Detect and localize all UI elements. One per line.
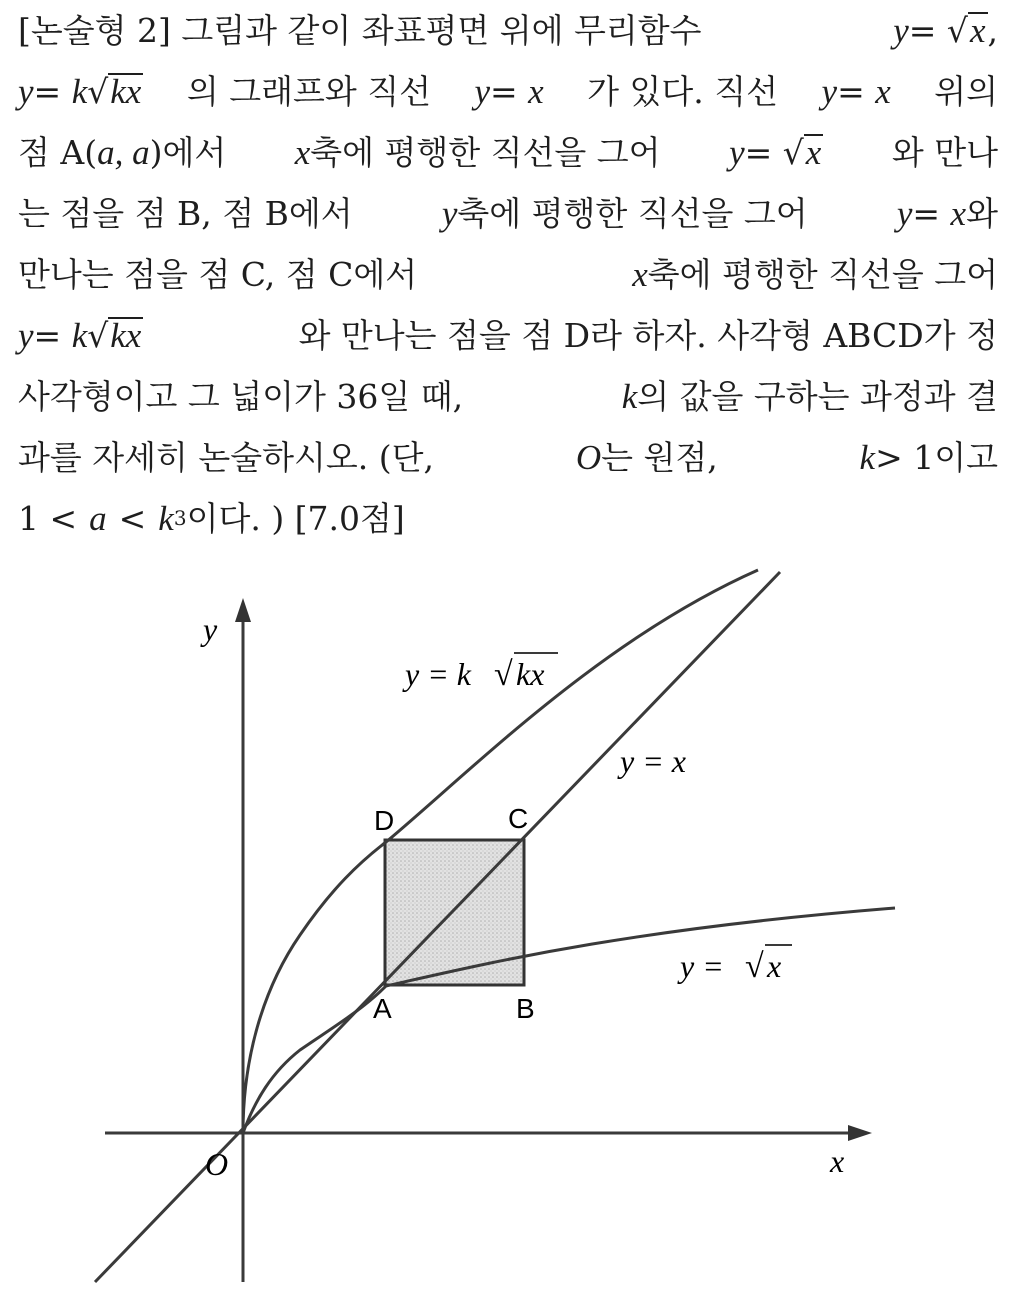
sqrt-symbol: √ (494, 656, 513, 693)
sqrt-symbol: √ (745, 948, 764, 985)
equals-sign: = (912, 194, 951, 233)
point-a-coords: a, a (97, 133, 150, 172)
var-o: O (575, 438, 602, 477)
ineq-2: < (118, 499, 147, 538)
equals-sign: = (33, 72, 72, 111)
var-k: k (71, 316, 88, 355)
var-x: x (528, 72, 544, 111)
point-label-c: C (508, 803, 529, 834)
comma: , (987, 11, 998, 50)
y-axis-label: y (203, 611, 218, 647)
equals-sign: = (744, 133, 783, 172)
var-y: y (441, 194, 458, 233)
x-axis-arrow (848, 1125, 872, 1141)
var-y: y (896, 194, 913, 233)
point-label-d: D (374, 805, 395, 836)
curve-lower-label-rad: x (767, 948, 782, 984)
var-x: x (969, 11, 986, 50)
equals-sign: = (33, 316, 72, 355)
line8-text-1: 과를 자세히 논술하시오. (단, (18, 438, 434, 477)
x-axis-label: x (830, 1143, 845, 1179)
line-label: y = x (620, 743, 686, 779)
line6-text: 와 만나는 점을 점 D라 하자. 사각형 ABCD가 정 (298, 316, 998, 355)
y-axis-arrow (235, 598, 251, 622)
curve-lower-label-pre: y = (680, 948, 724, 984)
var-y: y (18, 72, 34, 111)
var-y: y (729, 133, 745, 172)
equals-sign: = (908, 11, 947, 50)
line5-text-1: 만나는 점을 점 C, 점 C에서 (18, 255, 418, 294)
line2-text-3: 위의 (934, 72, 998, 111)
var-x: x (950, 194, 967, 233)
line1-text: [논술형 2] 그림과 같이 좌표평면 위에 무리함수 (18, 11, 702, 50)
exponent: 3 (173, 506, 187, 530)
var-y: y (821, 72, 838, 111)
var-k: k (158, 499, 174, 538)
equals-sign: = (837, 72, 876, 111)
var-x: x (632, 255, 648, 294)
line2-text-2: 가 있다. 직선 (587, 72, 779, 111)
curve-y-sqrt-x (243, 908, 895, 1133)
sqrt-kx: √kx (87, 316, 142, 355)
var-x: x (875, 72, 891, 111)
line7-text-2: 의 값을 구하는 과정과 결 (637, 377, 998, 416)
point-label-b: B (516, 993, 535, 1024)
curve-upper-label-pre: y = k (405, 656, 471, 692)
sqrt-x: √x (946, 11, 986, 50)
var-k: k (71, 72, 88, 111)
var-y: y (893, 11, 909, 50)
origin-label: O (205, 1146, 229, 1182)
var-k: k (859, 438, 876, 477)
line4-text-2: 축에 평행한 직선을 그어 (457, 194, 808, 233)
var-y: y (18, 316, 34, 355)
curve-lower-label (677, 945, 792, 985)
point-label-a: A (373, 993, 392, 1024)
var-kx: kx (110, 316, 142, 355)
var-kx: kx (110, 72, 142, 111)
var-x: x (805, 133, 822, 172)
line4-tail: 와 (966, 194, 998, 233)
line8-text-2: 는 원점, (601, 438, 718, 477)
equals-sign: = (490, 72, 529, 111)
line3-text: 축에 평행한 직선을 그어 (310, 133, 661, 172)
square-abcd (385, 840, 524, 985)
point-a-open: 점 A( (18, 133, 98, 172)
line2-text-1: 의 그래프와 직선 (186, 72, 431, 111)
var-x: x (294, 133, 311, 172)
line5-text-2: 축에 평행한 직선을 그어 (647, 255, 998, 294)
var-a: a (89, 499, 107, 538)
line7-text-1: 사각형이고 그 넓이가 36일 때, (18, 377, 464, 416)
line8-text-3: > 1이고 (875, 438, 998, 477)
line3-tail: 와 만나 (891, 133, 998, 172)
sqrt-x: √x (782, 133, 822, 172)
var-k: k (621, 377, 638, 416)
sqrt-kx: √kx (87, 72, 142, 111)
ineq-1: 1 < (18, 499, 78, 538)
line9-tail: 이다. ) [7.0점] (186, 499, 405, 538)
curve-upper-label (402, 653, 558, 693)
point-a-close: )에서 (149, 133, 227, 172)
var-y: y (474, 72, 490, 111)
curve-upper-label-rad: kx (516, 656, 545, 692)
line4-text-1: 는 점을 점 B, 점 B에서 (18, 194, 353, 233)
